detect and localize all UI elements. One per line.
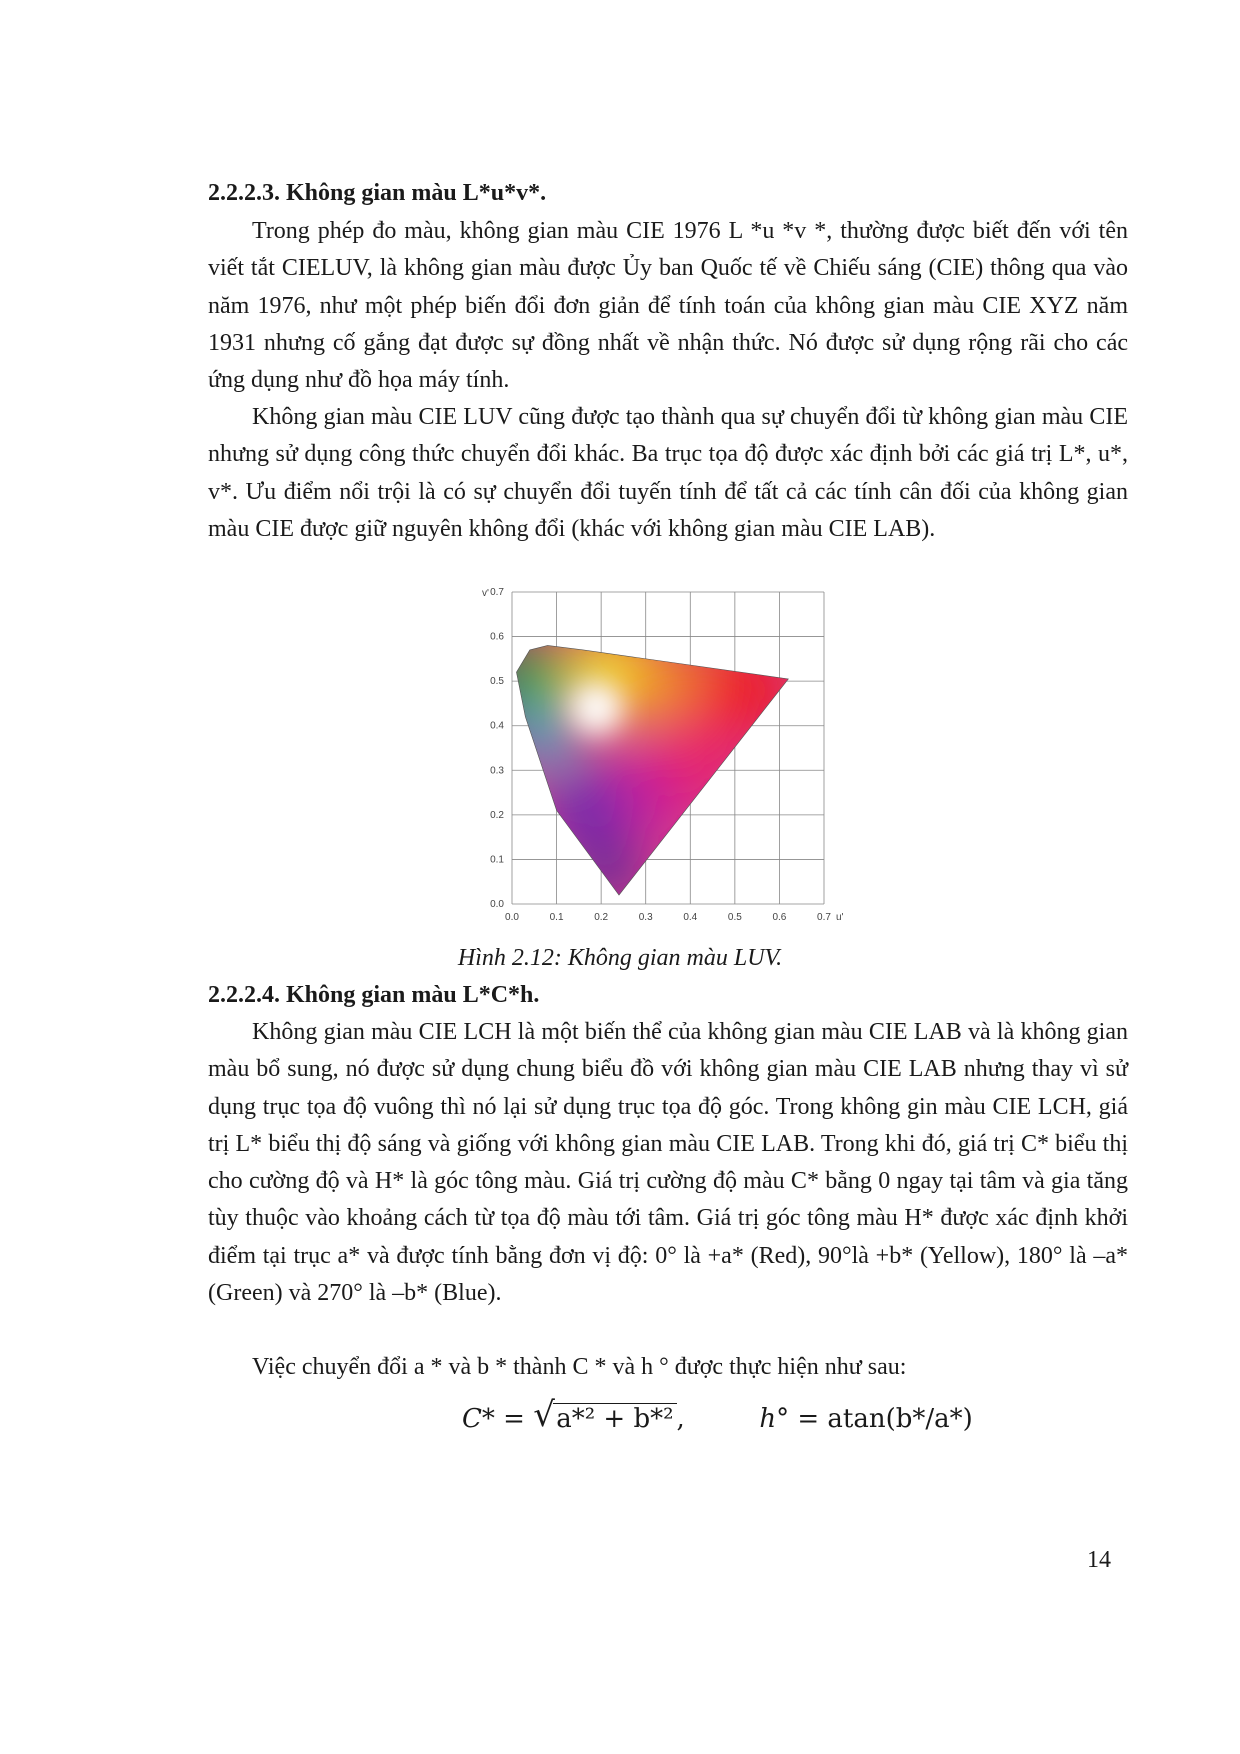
x-tick-label: 0.3 [638,912,653,923]
section-heading-lch: 2.2.2.4. Không gian màu L*C*h. [208,982,540,1008]
x-tick-label: 0.6 [772,912,787,923]
conversion-formula [462,1395,973,1436]
y-tick-label: 0.5 [490,676,504,688]
y-tick-label: 0.0 [490,899,504,910]
y-tick-label: 0.6 [490,631,504,643]
section-heading-luv: 2.2.2.3. Không gian màu L*u*v*. [208,180,547,206]
luv-chromaticity-chart [440,582,880,942]
x-axis-ticks [505,912,831,923]
x-tick-label: 0.0 [505,912,519,923]
y-tick-label: 0.1 [490,854,504,866]
y-tick-label: 0.7 [490,587,504,598]
x-tick-label: 0.2 [594,912,609,923]
paragraph-luv-intro: Trong phép đo màu, không gian màu CIE 1976 L *u *v *, thường được biết đến với tên viết tắt CIELUV, là không gian màu được Ủy ban Quốc tế về Chiếu sáng (CIE) thông qua vào năm 1976, như một phép biến đổi đơn giản để tính toán của không gian màu CIE XYZ năm 1931 nhưng cố gắng đạt được sự đồng nhất về nhận thức. Nó được sử dụng rộng rãi cho các ứng dụng như đồ họa máy tính. [208,218,1128,394]
y-axis-label: v' [482,588,489,599]
formula-separator: , [676,1404,685,1434]
x-tick-label: 0.4 [683,912,698,923]
gamut-fill [440,582,880,942]
formula-radicand: a*² + b*² [553,1403,676,1434]
white-point [571,682,623,734]
x-axis-label: u' [836,912,844,923]
x-tick-label: 0.5 [727,912,742,923]
y-tick-label: 0.4 [490,720,504,732]
y-axis-ticks [490,587,504,910]
color-region [580,838,640,898]
formula-h-rhs: atan(b*/a*) [827,1404,973,1434]
figure-caption: Hình 2.12: Không gian màu LUV. [457,945,783,971]
sqrt-icon: √ [533,1395,555,1435]
color-region [513,705,573,765]
x-tick-label: 0.1 [549,912,564,923]
square-root [533,1395,676,1436]
paragraph-conversion: Việc chuyển đổi a * và b * thành C * và h ° được thực hiện như sau: [252,1354,907,1380]
paragraph-lch-intro: Không gian màu CIE LCH là một biến thể của không gian màu CIE LAB và là không gian màu bổ sung, nó được sử dụng chung biểu đồ với không gian màu CIE LAB nhưng thay vì sử dụng trục tọa độ vuông thì nó lại sử dụng trục tọa độ góc. Trong không gin màu CIE LCH, giá trị L* biểu thị độ sáng và giống với không gian màu CIE LAB. Trong khi đó, giá trị C* biểu thị cho cường độ và H* là góc tông màu. Giá trị cường độ màu C* bằng 0 ngay tại tâm và gia tăng tùy thuộc vào khoảng cách từ tọa độ màu tới tâm. Giá trị góc tông màu H* được xác định khởi điểm tại trục a* và được tính bằng đơn vị độ: 0° là +a* (Red), 90°là +b* (Yellow), 180° là –a* (Green) và 270° là –b* (Blue). [208,1019,1128,1307]
x-tick-label: 0.7 [817,912,831,923]
formula-h-lhs: h° = [759,1404,820,1434]
page-number: 14 [1087,1547,1111,1573]
y-tick-label: 0.3 [490,765,504,777]
y-tick-label: 0.2 [490,809,504,821]
formula-c-lhs: C* = [462,1404,525,1434]
paragraph-luv-details: Không gian màu CIE LUV cũng được tạo thành qua sự chuyển đổi từ không gian màu CIE nhưng sử dụng công thức chuyển đổi khác. Ba trục tọa độ được xác định bởi các giá trị L*, u*, v*. Ưu điểm nổi trội là có sự chuyển đổi tuyến tính để tất cả các tính cân đối của không gian màu CIE được giữ nguyên không đổi (khác với không gian màu CIE LAB). [208,404,1128,542]
